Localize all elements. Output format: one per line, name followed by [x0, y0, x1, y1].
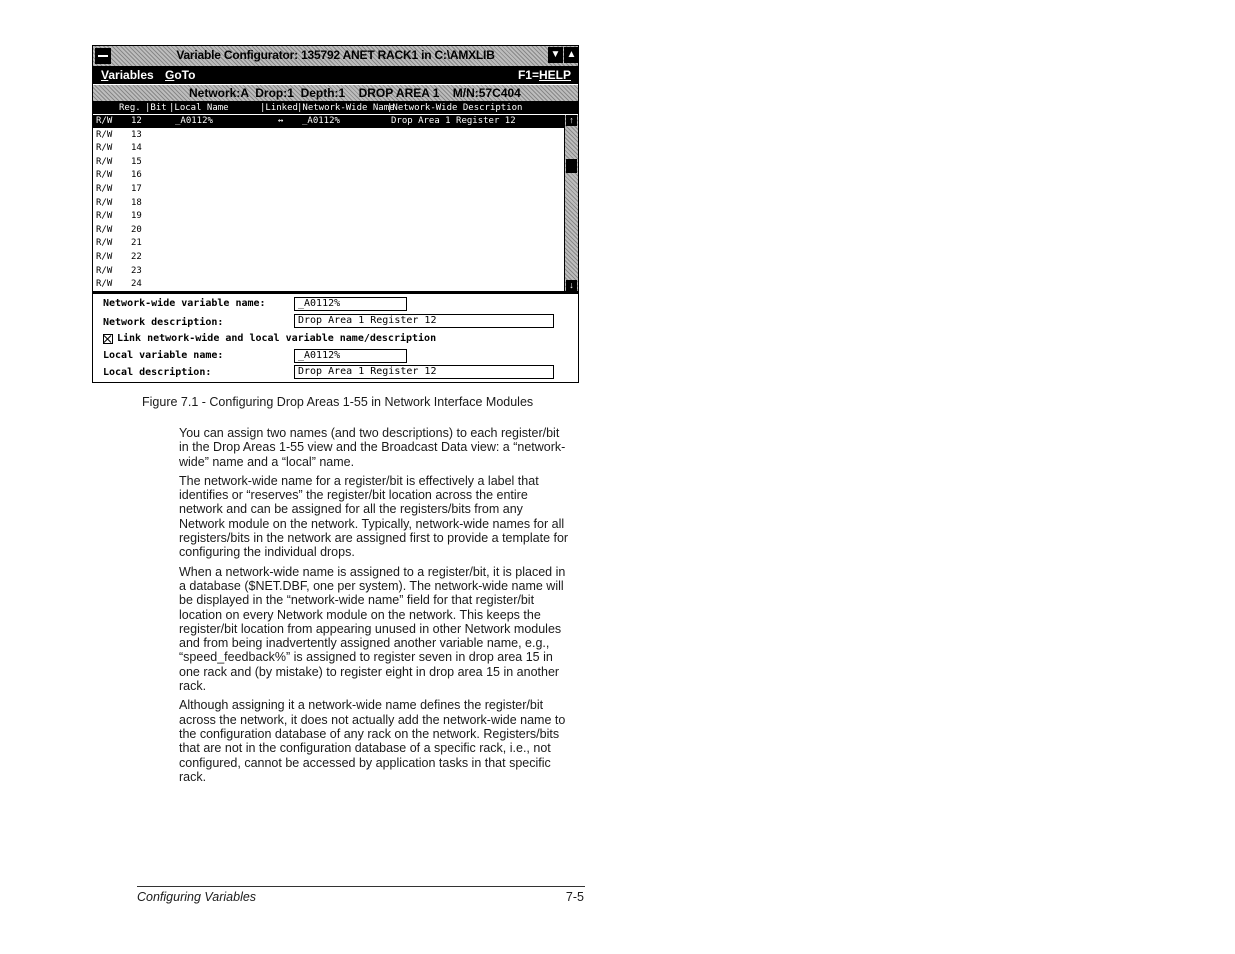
row-access: R/W	[96, 265, 113, 276]
table-row[interactable]	[93, 237, 564, 250]
variable-form	[93, 294, 578, 382]
table-row[interactable]	[93, 197, 564, 210]
row-register: 13	[131, 129, 142, 140]
row-access: R/W	[96, 116, 113, 126]
menu-goto[interactable]: GoTo	[165, 68, 196, 82]
footer-rule	[137, 886, 585, 887]
table-row[interactable]	[93, 156, 564, 169]
link-checkbox-label[interactable]: Link network-wide and local variable name/description	[117, 333, 437, 344]
network-info-text: Network:A Drop:1 Depth:1 DROP AREA 1 M/N:57C404	[189, 86, 521, 100]
vertical-scrollbar[interactable]	[564, 115, 579, 291]
network-desc-label: Network description:	[103, 317, 224, 328]
row-access: R/W	[96, 252, 113, 262]
network-info-bar	[93, 85, 578, 102]
table-row[interactable]	[93, 224, 564, 237]
register-list[interactable]	[93, 115, 564, 291]
table-row[interactable]	[93, 169, 564, 182]
row-network-name: _A0112%	[302, 116, 340, 126]
footer-section-title: Configuring Variables	[137, 890, 257, 904]
row-access: R/W	[96, 129, 113, 140]
footer-page-number: 7-5	[565, 890, 584, 904]
row-linked-icon: ↔	[278, 116, 284, 126]
row-register: 19	[131, 211, 142, 222]
row-register: 21	[131, 238, 142, 249]
table-row[interactable]	[93, 278, 564, 291]
column-header	[93, 102, 578, 114]
local-desc-field[interactable]: Drop Area 1 Register 12	[294, 365, 554, 379]
row-access: R/W	[96, 143, 113, 154]
local-name-field[interactable]: _A0112%	[294, 349, 407, 363]
scroll-down-arrow-icon[interactable]: ↓	[566, 280, 577, 291]
scroll-thumb[interactable]	[566, 159, 577, 173]
network-name-label: Network-wide variable name:	[103, 298, 266, 309]
row-register: 23	[131, 265, 142, 276]
local-name-label: Local variable name:	[103, 350, 224, 361]
column-reg[interactable]: Reg.	[119, 103, 141, 113]
table-row[interactable]	[93, 265, 564, 278]
link-checkbox[interactable]	[103, 334, 113, 344]
table-row[interactable]	[93, 115, 564, 128]
row-register: 20	[131, 224, 142, 235]
local-desc-label: Local description:	[103, 367, 212, 378]
table-row[interactable]	[93, 129, 564, 142]
menu-bar	[93, 67, 578, 84]
row-access: R/W	[96, 224, 113, 235]
row-register: 22	[131, 252, 142, 262]
table-row[interactable]	[93, 183, 564, 196]
menu-help[interactable]: F1=HELP	[517, 68, 571, 82]
variable-configurator-window	[92, 45, 579, 383]
row-access: R/W	[96, 238, 113, 249]
row-access: R/W	[96, 211, 113, 222]
row-access: R/W	[96, 279, 113, 290]
row-register: 24	[131, 279, 142, 290]
row-local-name: _A0112%	[175, 116, 213, 126]
row-register: 17	[131, 184, 142, 194]
window-title: Variable Configurator: 135792 ANET RACK1 in C:\AMXLIB	[176, 48, 495, 62]
row-access: R/W	[96, 156, 113, 167]
row-register: 14	[131, 143, 142, 154]
row-network-desc: Drop Area 1 Register 12	[391, 116, 516, 126]
minimize-button[interactable]: ▼	[548, 47, 563, 63]
title-bar[interactable]	[93, 46, 578, 67]
body-text	[179, 426, 571, 789]
table-row[interactable]	[93, 210, 564, 223]
scroll-up-arrow-icon[interactable]: ↑	[566, 115, 577, 126]
column-bit[interactable]: |Bit	[145, 103, 167, 113]
paragraph: Although assigning it a network-wide name defines the register/bit across the network, it does not actually add the network-wide name to the configuration database of any rack on the network. Registers/bits that are not in the configuration database of a specific rack, i.e., not configured, cannot be accessed by application tasks in that specific rack.	[179, 698, 566, 784]
network-desc-field[interactable]: Drop Area 1 Register 12	[294, 314, 554, 328]
row-register: 12	[131, 116, 142, 126]
table-row[interactable]	[93, 251, 564, 264]
paragraph: When a network-wide name is assigned to a register/bit, it is placed in a database ($NET.DBF, one per system). The network-wide name will be displayed in the “network-wide name” field for that register/bit location on every Network module on the network. This keeps the register/bit location from appearing unused in other Network modules and from being inadvertently assigned another variable name, e.g., “speed_feedback%” is assigned to register seven in drop area 15 in one rack and (by mistake) to register eight in drop area 15 in another rack.	[179, 564, 566, 694]
column-linked[interactable]: |Linked	[260, 103, 298, 113]
row-register: 18	[131, 197, 142, 208]
table-row[interactable]	[93, 142, 564, 155]
paragraph: You can assign two names (and two descriptions) to each register/bit in the Drop Areas 1-55 view and the Broadcast Data view: a “network-wide” name and a “local” name.	[179, 426, 566, 469]
row-register: 16	[131, 170, 142, 181]
row-access: R/W	[96, 170, 113, 181]
row-access: R/W	[96, 184, 113, 194]
column-local-name[interactable]: |Local Name	[169, 103, 229, 113]
network-name-field[interactable]: _A0112%	[294, 297, 407, 311]
column-network-name[interactable]: |Network-Wide Name	[297, 103, 395, 113]
figure-caption: Figure 7.1 - Configuring Drop Areas 1-55 in Network Interface Modules	[142, 395, 534, 409]
row-register: 15	[131, 156, 142, 167]
maximize-button[interactable]: ▲	[564, 47, 579, 63]
row-access: R/W	[96, 197, 113, 208]
column-network-desc[interactable]: |Network-Wide Description	[387, 103, 523, 113]
paragraph: The network-wide name for a register/bit is effectively a label that identifies or “reserves” the register/bit location across the entire network and can be assigned for all the registers/bits from any Network module on the network. Typically, network-wide names for all registers/bits in the network are assigned first to provide a template for configuring the individual drops.	[179, 473, 569, 560]
menu-variables[interactable]: Variables	[101, 68, 154, 82]
